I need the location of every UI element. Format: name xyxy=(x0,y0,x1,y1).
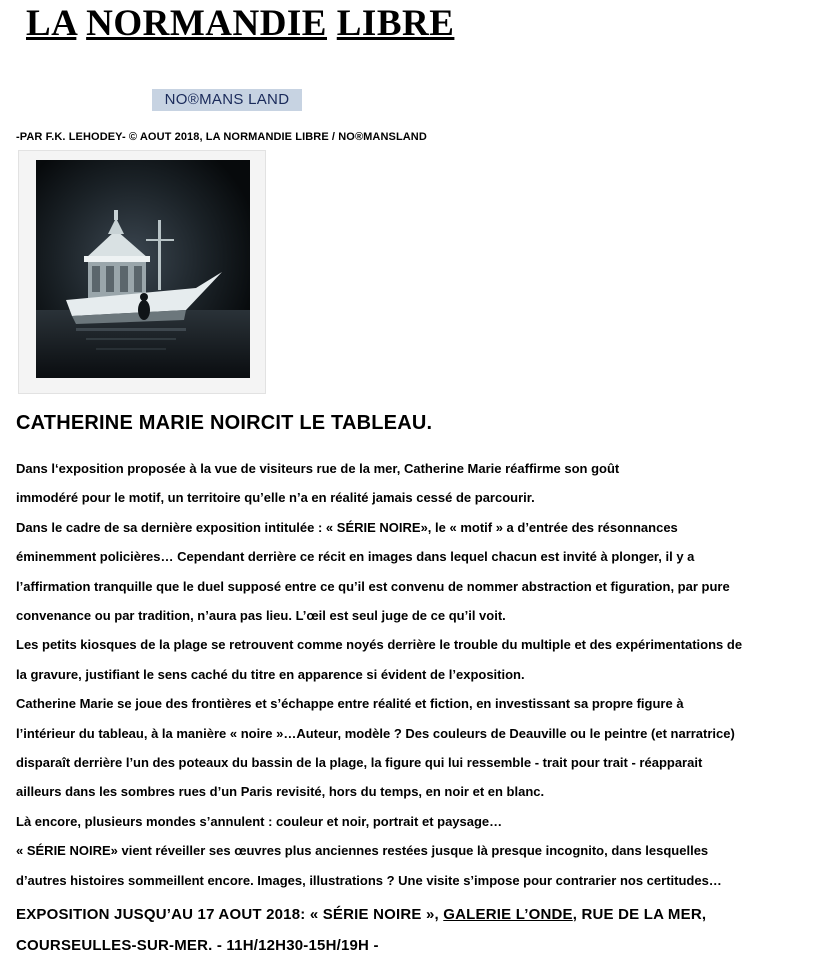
article-line: l’affirmation tranquille que le duel supposé entre ce qu’il est convenu de nommer abstraction et figuration, par pure xyxy=(16,578,730,594)
article-line: disparaît derrière l’un des poteaux du bassin de la plage, la figure qui lui ressemble - trait pour trait - réapparait xyxy=(16,755,703,771)
article-line: l’intérieur du tableau, à la manière « noire »…Auteur, modèle ? Des couleurs de Deauville ou le peintre (et narratrice) xyxy=(16,725,735,741)
article-line: immodéré pour le motif, un territoire qu’elle n’a en réalité jamais cessé de parcourir. xyxy=(16,490,535,506)
article-line: d’autres histoires sommeillent encore. Images, illustrations ? Une visite s’impose pour contrarier nos certitudes… xyxy=(16,872,722,888)
masthead-word-normandie: NORMANDIE xyxy=(86,3,327,44)
normansland-logo: NO®MANS LAND xyxy=(152,89,302,111)
exhibition-info xyxy=(16,899,816,961)
exhibition-street: , RUE DE LA MER, xyxy=(572,906,707,923)
article-line: Les petits kiosques de la plage se retrouvent comme noyés derrière le trouble du multiple et des expérimentations de xyxy=(16,637,743,653)
article-line: éminemment policières… Cependant derrière ce récit en images dans lequel chacun est invité à plonger, il y a xyxy=(16,549,695,565)
article-line: « SÉRIE NOIRE» vient réveiller ses œuvres plus anciennes restées jusque là presque incognito, dans lesquelles xyxy=(16,843,709,859)
exhibition-line-1 xyxy=(16,899,816,930)
article-headline: CATHERINE MARIE NOIRCIT LE TABLEAU. xyxy=(16,412,433,434)
article-line: ailleurs dans les sombres rues d’un Paris revisité, hors du temps, en noir et en blanc. xyxy=(16,784,545,800)
masthead-title xyxy=(26,2,454,46)
byline: -PAR F.K. LEHODEY- © AOUT 2018, LA NORMANDIE LIBRE / NO®MANSLAND xyxy=(16,131,427,143)
article-line: Dans l‘exposition proposée à la vue de visiteurs rue de la mer, Catherine Marie réaffirme son goût xyxy=(16,461,620,476)
article-line: convenance ou par tradition, n’aura pas lieu. L’œil est seul juge de ce qu’il voit. xyxy=(16,608,506,624)
article-line: Catherine Marie se joue des frontières et s’échappe entre réalité et fiction, en investissant sa propre figure à xyxy=(16,696,684,712)
gallery-link[interactable]: GALERIE L’ONDE xyxy=(443,906,573,923)
kiosk-engraving-image xyxy=(36,160,250,378)
article-line: Là encore, plusieurs mondes s’annulent : couleur et noir, portrait et paysage… xyxy=(16,813,503,829)
exhibition-dates: EXPOSITION JUSQU’AU 17 AOUT 2018: « SÉRIE NOIRE », xyxy=(16,906,444,923)
masthead-word-la: LA xyxy=(26,3,77,44)
masthead-word-libre: LIBRE xyxy=(336,3,455,44)
article-line: la gravure, justifiant le sens caché du titre en apparence si évident de l’exposition. xyxy=(16,666,525,682)
exhibition-line-2: COURSEULLES-SUR-MER. - 11H/12H30-15H/19H - xyxy=(16,937,379,954)
article-line: Dans le cadre de sa dernière exposition intitulée : « SÉRIE NOIRE», le « motif » a d’entrée des résonnances xyxy=(16,519,678,535)
article-body xyxy=(16,454,816,895)
